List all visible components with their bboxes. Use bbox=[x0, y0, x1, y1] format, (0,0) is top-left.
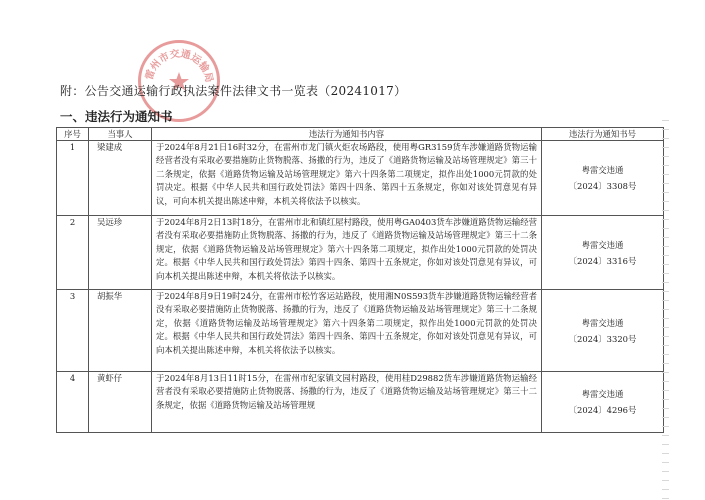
row-content: 于2024年8月9日19时24分，在雷州市松竹客运站路段，使用湘N0S593货车涉嫌道路货物运输经营者没有采取必要措施防止货物脱落、扬撒的行为，违反了《道路货物运输及站场管理规定》第三十二条规定，依据《道路货物运输及站场管理规定》第六十四条第二项规定，拟作出处1000元罚款的处罚决定。根据《中华人民共和国行政处罚法》第四十四条、第四十五条规定，你如对该处罚意见有异议，可向本机关提出陈述申辩，本机关将依法予以核实。 bbox=[152, 290, 542, 372]
row-index: 4 bbox=[57, 372, 89, 433]
table-header-row bbox=[57, 128, 664, 141]
doc-no: 〔2024〕3320号 bbox=[568, 333, 637, 344]
row-content: 于2024年8月13日11时15分，在雷州市纪家镇文园村路段，使用桂D29882货车涉嫌道路货物运输经营者没有采取必要措施防止货物脱落、扬撒的行为，违反了《道路货物运输及站场管理规定》第三十二条规定，依据《道路货物运输及站场管理规 bbox=[152, 372, 542, 433]
table-row bbox=[57, 372, 664, 433]
table-row bbox=[57, 290, 664, 372]
table-row bbox=[57, 216, 664, 290]
doc-org: 粤雷交违通 bbox=[581, 165, 624, 175]
doc-no: 〔2024〕3308号 bbox=[568, 181, 637, 191]
row-content: 于2024年8月21日16时32分，在雷州市龙门镇火炬农场路段，使用粤GR3159货车涉嫌道路货物运输经营者没有采取必要措施防止货物脱落、扬撒的行为，违反了《道路货物运输及站场管理规定》第三十二条规定，依据《道路货物运输及站场管理规定》第六十四条第二项规定，拟作出处1000元罚款的处罚决定。根据《中华人民共和国行政处罚法》第四十四条、第四十五条规定，你如对该处罚意见有异议，可向本机关提出陈述申辩，本机关将依法予以核实。 bbox=[152, 141, 542, 216]
header-doc-number: 违法行为通知书号 bbox=[542, 128, 664, 141]
row-party: 梁建成 bbox=[89, 141, 152, 216]
doc-no: 〔2024〕4296号 bbox=[568, 405, 637, 415]
header-content: 违法行为通知书内容 bbox=[152, 128, 542, 141]
row-index: 3 bbox=[57, 290, 89, 372]
row-doc-number bbox=[542, 216, 664, 290]
doc-org: 粤雷交违通 bbox=[581, 389, 624, 399]
header-party: 当事人 bbox=[89, 128, 152, 141]
row-doc-number bbox=[542, 141, 664, 216]
row-index: 1 bbox=[57, 141, 89, 216]
row-party: 胡振华 bbox=[89, 290, 152, 372]
section-heading: 一、违法行为通知书 bbox=[60, 109, 173, 124]
doc-no: 〔2024〕3316号 bbox=[568, 255, 637, 266]
header-index: 序号 bbox=[57, 128, 89, 141]
row-content: 于2024年8月2日13时18分，在雷州市北和镇红屋村路段，使用粤GA0403货车涉嫌道路货物运输经营者没有采取必要措施防止货物脱落、扬撒的行为，违反了《道路货物运输及站场管理规定》第三十二条规定，依据《道路货物运输及站场管理规定》第六十四条第二项规定，拟作出处1000元罚款的处罚决定。根据《中华人民共和国行政处罚法》第四十四条、第四十五条规定，你如对该处罚意见有异议，可向本机关提出陈述申辩，本机关将依法予以核实。 bbox=[152, 216, 542, 290]
row-doc-number bbox=[542, 372, 664, 433]
row-doc-number bbox=[542, 290, 664, 372]
doc-org: 粤雷交违通 bbox=[581, 317, 624, 328]
scan-edge-marks bbox=[662, 120, 669, 500]
row-party: 吴远珍 bbox=[89, 216, 152, 290]
row-party: 黄虾仔 bbox=[89, 372, 152, 433]
row-index: 2 bbox=[57, 216, 89, 290]
doc-org: 粤雷交违通 bbox=[581, 239, 624, 250]
document-title: 附：公告交通运输行政执法案件法律文书一览表（20241017） bbox=[60, 84, 407, 98]
table-row bbox=[57, 141, 664, 216]
notice-table bbox=[56, 127, 664, 433]
seal-text: 雷州市交通运输局 bbox=[144, 48, 215, 84]
